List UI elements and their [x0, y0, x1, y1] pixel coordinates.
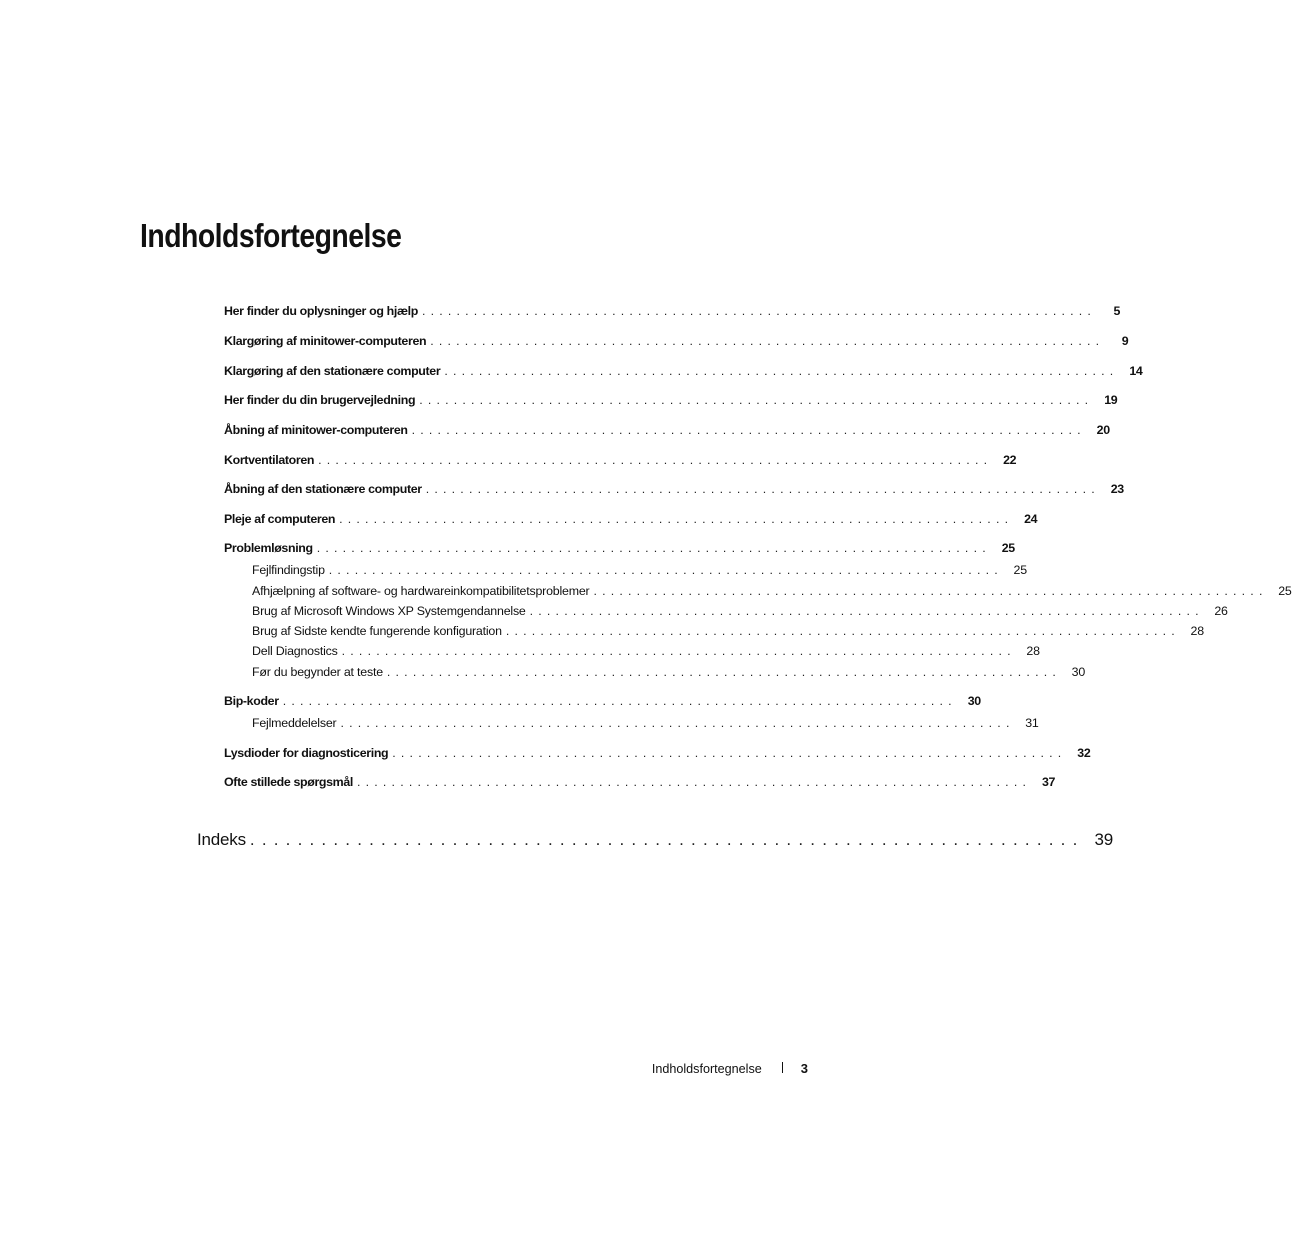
toc-entry[interactable] [224, 482, 1124, 496]
footer-section-title: Indholdsfortegnelse [651, 1062, 762, 1076]
toc-entry-label: Problemløsning [224, 541, 313, 555]
toc-subentry-page: 30 [1071, 665, 1086, 679]
toc-entry-page: 22 [1003, 453, 1017, 467]
toc-subentry-label: Brug af Sidste kendte fungerende konfiguration [252, 624, 502, 638]
toc-subentry[interactable] [252, 563, 1027, 577]
dot-leader: .............................................................................. [392, 746, 1067, 760]
toc-entry[interactable] [224, 453, 1017, 467]
toc-entry-page: 5 [1113, 304, 1121, 318]
toc-entry[interactable] [224, 423, 1110, 437]
footer-page-number: 3 [800, 1061, 808, 1076]
toc-entry[interactable] [224, 775, 1056, 789]
toc-entry-label: Lysdioder for diagnosticering [224, 746, 389, 760]
toc-entry-label: Kortventilatoren [224, 453, 315, 467]
dot-leader: .............................................................................. [593, 584, 1268, 598]
toc-subentry[interactable] [252, 665, 1086, 679]
toc-subentry[interactable] [252, 584, 1292, 598]
toc-subentry-page: 25 [1013, 563, 1027, 577]
dot-leader: .............................................................................. [430, 334, 1105, 348]
dot-leader: .............................................................................. [340, 716, 1015, 730]
toc-entry-label: Her finder du oplysninger og hjælp [224, 304, 418, 318]
toc-entry-page: 20 [1096, 423, 1110, 437]
page-title: Indholdsfortegnelse [140, 217, 402, 254]
page-footer [652, 1061, 808, 1076]
toc-subentry-page: 26 [1214, 604, 1228, 618]
dot-leader: .............................................................................. [328, 563, 1003, 577]
toc-entry-label: Bip-koder [224, 694, 279, 708]
dot-leader: .............................................................................. [316, 541, 991, 555]
footer-divider [782, 1062, 783, 1073]
dot-leader: .............................................................................. [529, 604, 1204, 618]
dot-leader: .............................................................................. [444, 364, 1119, 378]
toc-subentry[interactable] [252, 604, 1228, 618]
toc-subentry[interactable] [252, 644, 1040, 658]
toc-entry-label: Pleje af computeren [224, 512, 336, 526]
toc-entry-page: 37 [1042, 775, 1056, 789]
toc-entry-label: Ofte stillede spørgsmål [224, 775, 353, 789]
toc-subentry-label: Afhjælpning af software- og hardwareinkompatibilitetsproblemer [252, 584, 590, 598]
toc-entry[interactable] [224, 746, 1091, 760]
dot-leader: .............................................................................. [318, 453, 993, 467]
dot-leader: .............................................................................. [356, 775, 1032, 789]
dot-leader: ...................................................................... [249, 830, 1085, 849]
toc-entry-label: Klargøring af den stationære computer [224, 364, 441, 378]
toc-entry-page: 9 [1121, 334, 1129, 348]
toc-subentry-page: 28 [1026, 644, 1040, 658]
toc-entry-page: 24 [1024, 512, 1038, 526]
toc-entry[interactable] [224, 393, 1118, 407]
toc-entry-label: Klargøring af minitower-computeren [224, 334, 427, 348]
toc-index-page: 39 [1094, 830, 1114, 849]
toc-subentry-label: Dell Diagnostics [252, 644, 338, 658]
toc-entry-page: 32 [1077, 746, 1091, 760]
toc-entry-label: Her finder du din brugervejledning [224, 393, 416, 407]
toc-entry[interactable] [224, 364, 1143, 378]
toc-subentry-page: 28 [1190, 624, 1204, 638]
toc-entry[interactable] [224, 512, 1038, 526]
toc-entry[interactable] [224, 541, 1015, 555]
toc-subentry-label: Fejlfindingstip [252, 563, 325, 577]
dot-leader: .............................................................................. [339, 512, 1014, 526]
toc-entry[interactable] [224, 304, 1121, 318]
toc-entry-page: 25 [1001, 541, 1015, 555]
dot-leader: .............................................................................. [282, 694, 957, 708]
toc-entry[interactable] [224, 334, 1129, 348]
dot-leader: .............................................................................. [505, 624, 1180, 638]
dot-leader: .............................................................................. [341, 644, 1016, 658]
toc-index-label: Indeks [197, 830, 246, 849]
toc-index-entry[interactable] [197, 830, 1114, 850]
toc-subentry-label: Brug af Microsoft Windows XP Systemgendannelse [252, 604, 526, 618]
toc-entry-page: 23 [1110, 482, 1124, 496]
dot-leader: .............................................................................. [411, 423, 1086, 437]
toc-subentry[interactable] [252, 716, 1039, 730]
toc-subentry-page: 25 [1278, 584, 1292, 598]
toc-subentry-page: 31 [1025, 716, 1039, 730]
toc-subentry-label: Fejlmeddelelser [252, 716, 337, 730]
dot-leader: .............................................................................. [419, 393, 1094, 407]
toc-entry-page: 30 [967, 694, 981, 708]
toc-entry-page: 14 [1129, 364, 1143, 378]
dot-leader: .............................................................................. [421, 304, 1097, 318]
toc-subentry[interactable] [252, 624, 1204, 638]
dot-leader: .............................................................................. [386, 665, 1062, 679]
dot-leader: .............................................................................. [425, 482, 1100, 496]
toc-entry-label: Åbning af den stationære computer [224, 482, 422, 496]
toc-entry-label: Åbning af minitower-computeren [224, 423, 408, 437]
toc-entry[interactable] [224, 694, 981, 708]
toc-entry-page: 19 [1104, 393, 1118, 407]
toc-subentry-label: Før du begynder at teste [252, 665, 383, 679]
